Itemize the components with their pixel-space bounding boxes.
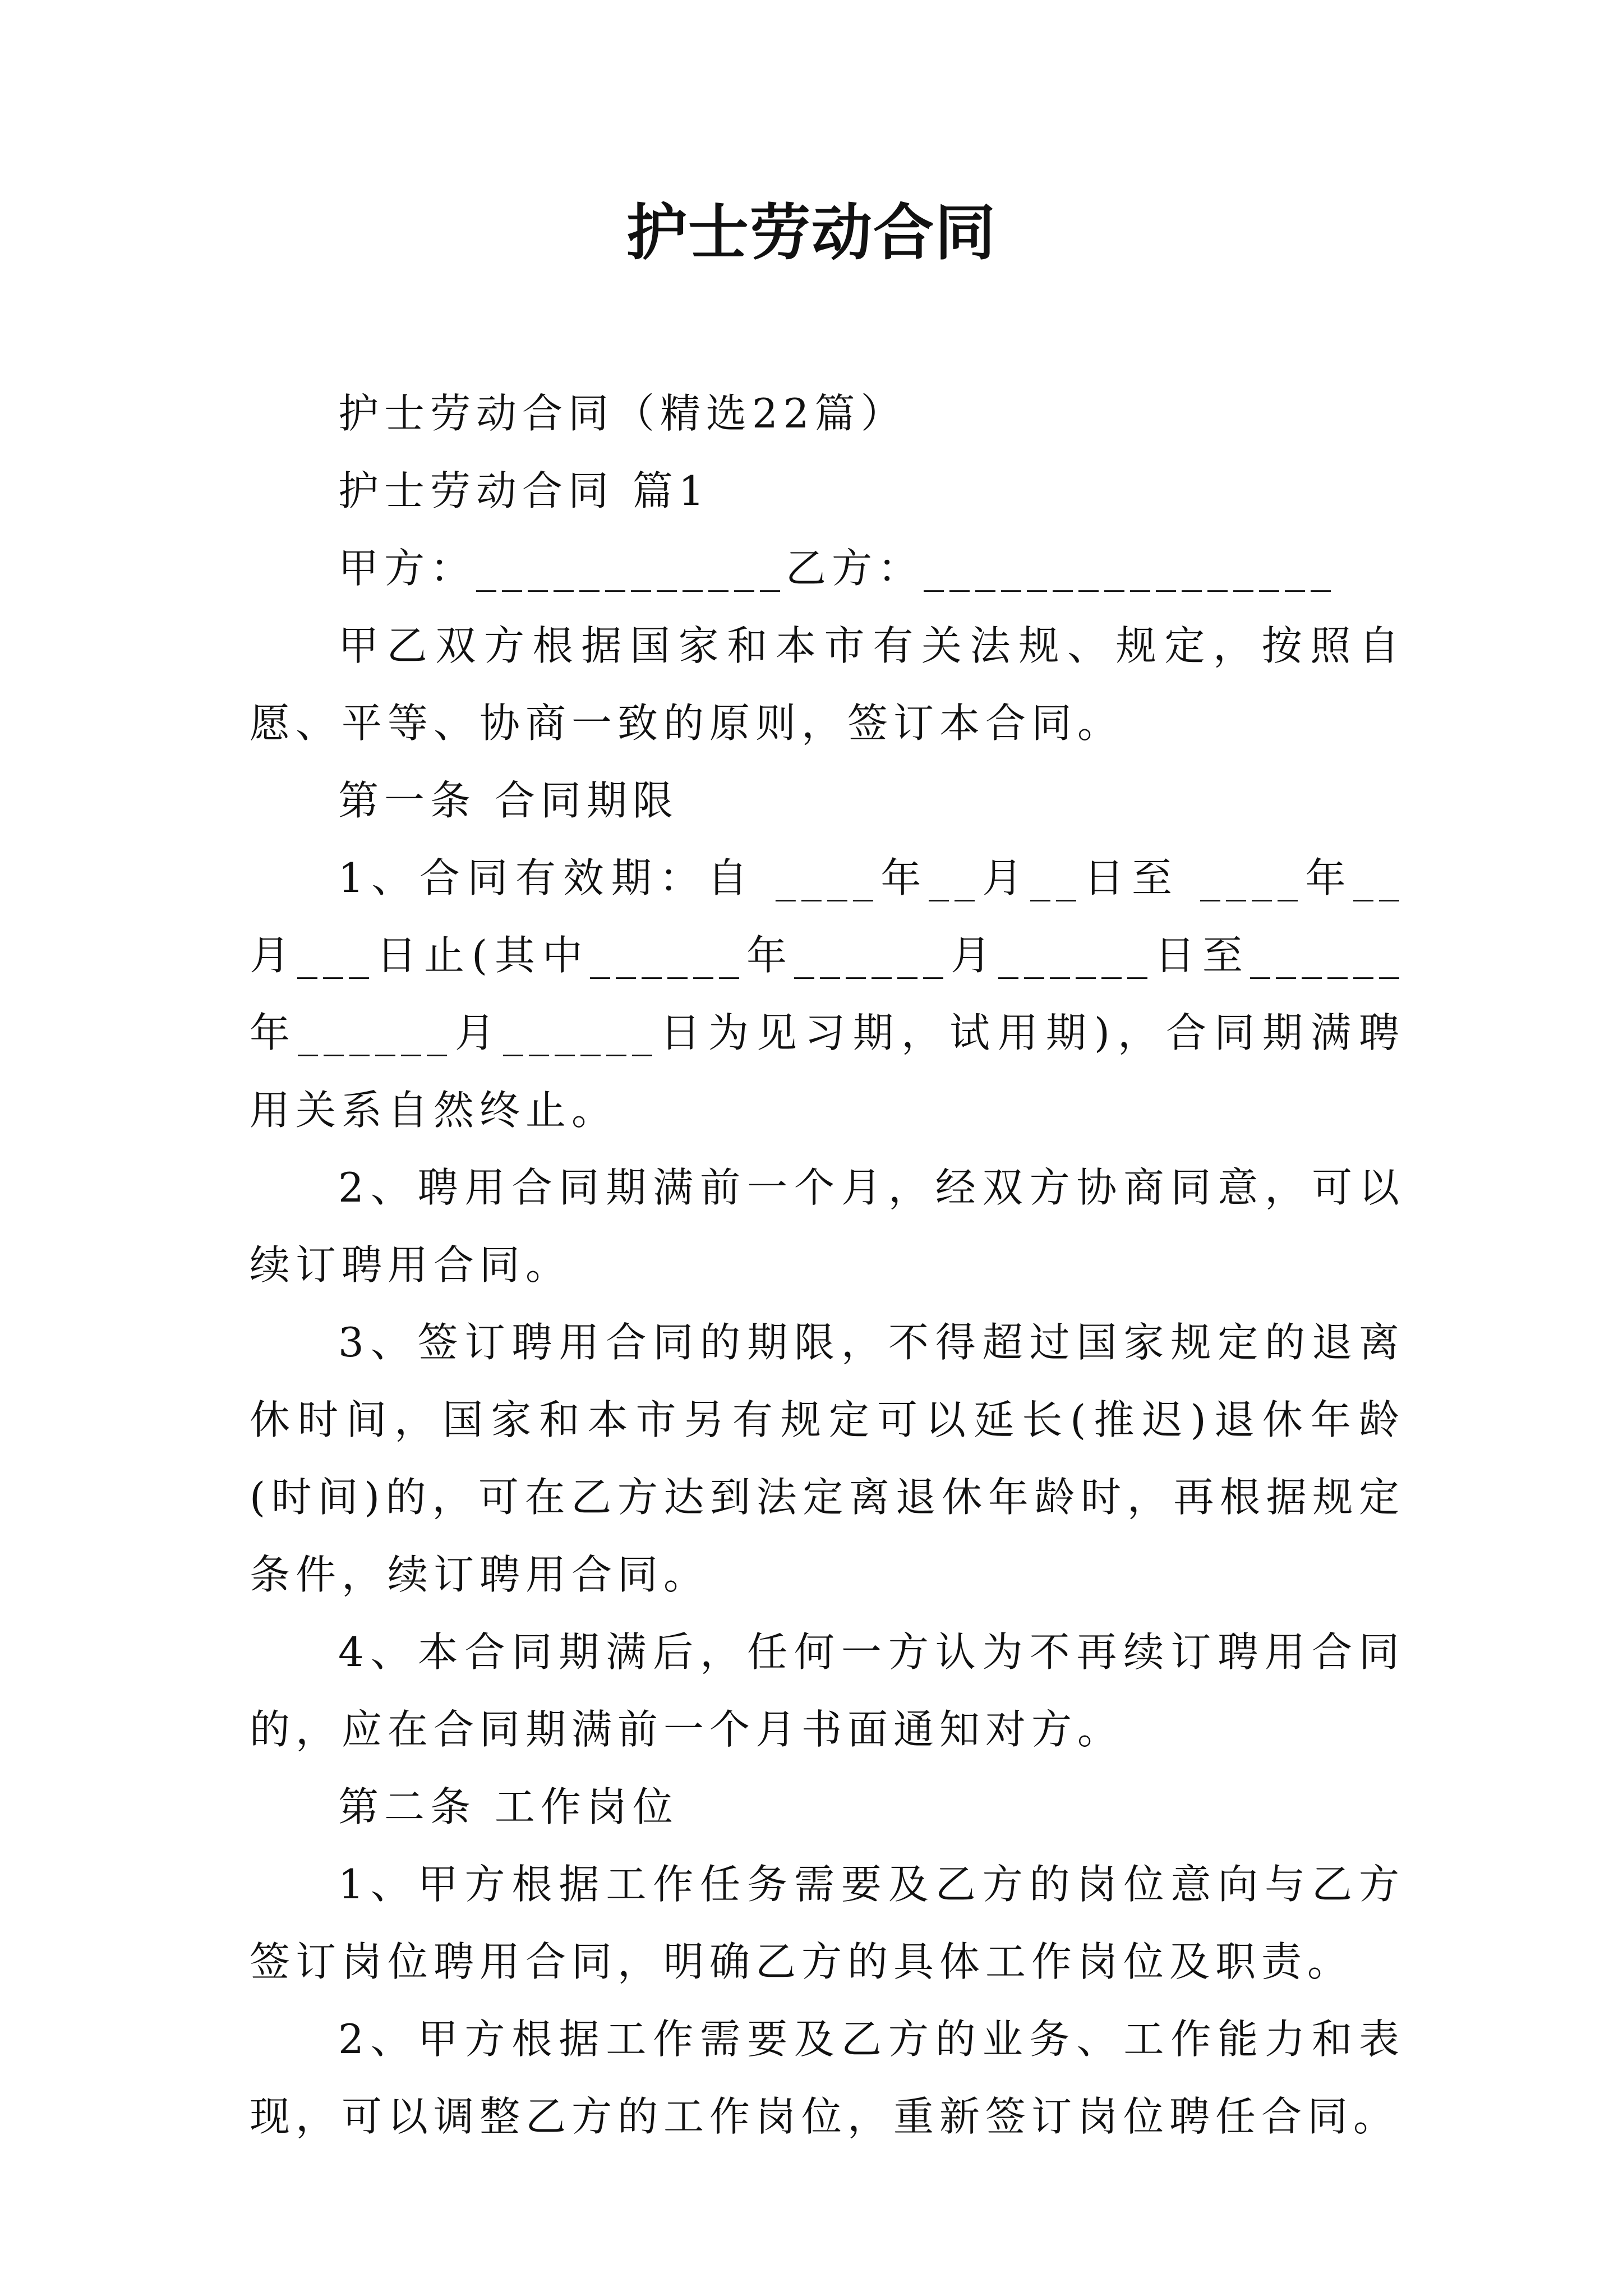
article-two-clause-2: 2、甲方根据工作需要及乙方的业务、工作能力和表现，可以调整乙方的工作岗位，重新签订岗位聘任合同。 [250, 2016, 1405, 2140]
article-one-clause-4: 4、本合同期满后，任何一方认为不再续订聘用合同的，应在合同期满前一个月书面通知对方。 [250, 1628, 1405, 1753]
subtitle-paragraph: 护士劳动合同（精选22篇） [338, 390, 907, 437]
article-two-clause-1: 1、甲方根据工作任务需要及乙方的岗位意向与乙方签订岗位聘用合同，明确乙方的具体工作岗位及职责。 [250, 1861, 1405, 1985]
article-one-heading: 第一条 合同期限 [338, 777, 679, 824]
article-one-clause-2: 2、聘用合同期满前一个月，经双方协商同意，可以续订聘用合同。 [250, 1164, 1405, 1289]
article-two-heading: 第二条 工作岗位 [338, 1783, 679, 1830]
article-one-clause-3: 3、签订聘用合同的期限，不得超过国家规定的退离休时间，国家和本市另有规定可以延长(推迟)退休年龄(时间)的，可在乙方达到法定离退休年龄时，再根据规定条件，续订聘用合同。 [250, 1319, 1405, 1598]
document-body [250, 375, 1405, 2155]
article-one-clause-1: 1、合同有效期：自 ____年__月__日至 ____年__月___日止(其中______年______月______日至______年______月______日为见习期，试用期)，合同期满聘用关系自然终止。 [250, 854, 1405, 1134]
section-heading-paragraph: 护士劳动合同 篇1 [338, 467, 710, 514]
document-title: 护士劳动合同 [626, 197, 997, 268]
parties-paragraph: 甲方：____________乙方：________________ [338, 545, 1337, 592]
preamble-paragraph: 甲乙双方根据国家和本市有关法规、规定，按照自愿、平等、协商一致的原则，签订本合同。 [250, 622, 1405, 747]
